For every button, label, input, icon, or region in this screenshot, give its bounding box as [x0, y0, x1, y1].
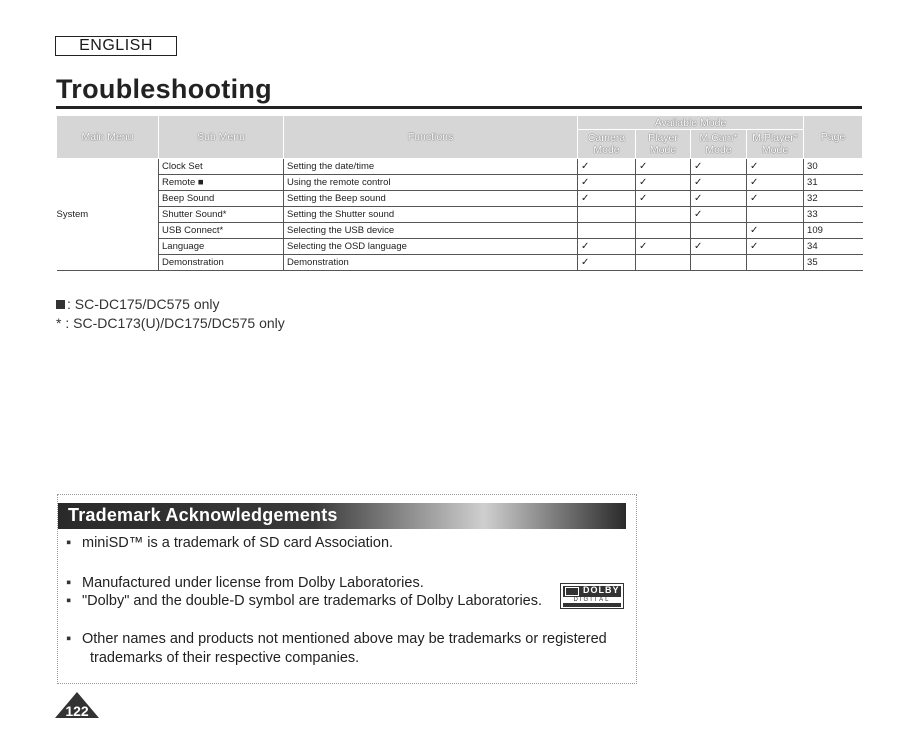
double-d-icon: [565, 587, 579, 596]
mplayer-mode-cell: ✓: [747, 239, 804, 255]
bullet-icon: ▪: [66, 631, 72, 647]
table-row: [57, 239, 863, 255]
header-player-mode: Player Mode: [636, 130, 691, 159]
trademark-box: [57, 494, 637, 684]
camera-mode-cell: [578, 207, 636, 223]
sub-menu-cell: USB Connect*: [159, 223, 284, 239]
page-cell: 33: [804, 207, 863, 223]
mplayer-mode-cell: ✓: [747, 191, 804, 207]
trademark-text: miniSD™ is a trademark of SD card Association.: [82, 535, 394, 551]
note-text: : SC-DC173(U)/DC175/DC575 only: [61, 315, 285, 331]
header-page: Page: [804, 116, 863, 159]
player-mode-cell: ✓: [636, 191, 691, 207]
language-tab: ENGLISH: [55, 36, 177, 56]
mplayer-mode-cell: [747, 255, 804, 271]
mcam-mode-cell: ✓: [691, 191, 747, 207]
header-camera-mode: Camera Mode: [578, 130, 636, 159]
header-functions: Functions: [284, 116, 578, 159]
model-note-asterisk: [56, 315, 285, 331]
mcam-mode-cell: ✓: [691, 207, 747, 223]
dolby-logo-name: DOLBY: [583, 585, 620, 595]
page-cell: 109: [804, 223, 863, 239]
note-text: : SC-DC175/DC575 only: [67, 296, 220, 312]
page-cell: 30: [804, 159, 863, 175]
function-cell: Setting the Beep sound: [284, 191, 578, 207]
list-item-continuation: trademarks of their respective companies.: [90, 650, 360, 666]
header-sub-menu: Sub Menu: [159, 116, 284, 159]
main-menu-cell: System: [57, 159, 159, 271]
square-bullet-icon: [56, 300, 65, 309]
camera-mode-cell: [578, 223, 636, 239]
player-mode-cell: ✓: [636, 239, 691, 255]
sub-menu-cell: Beep Sound: [159, 191, 284, 207]
header-available-mode: Available Mode: [578, 116, 804, 130]
bullet-icon: ▪: [66, 593, 72, 609]
page-cell: 35: [804, 255, 863, 271]
bullet-icon: ▪: [66, 535, 72, 551]
bullet-icon: ▪: [66, 575, 72, 591]
mplayer-mode-cell: ✓: [747, 159, 804, 175]
function-cell: Demonstration: [284, 255, 578, 271]
list-item: [66, 575, 424, 591]
table-row: [57, 255, 863, 271]
title-rule: [56, 106, 862, 109]
sub-menu-cell: Demonstration: [159, 255, 284, 271]
function-cell: Setting the Shutter sound: [284, 207, 578, 223]
sub-menu-cell: Clock Set: [159, 159, 284, 175]
player-mode-cell: ✓: [636, 175, 691, 191]
table-row: [57, 159, 863, 175]
system-menu-table: [56, 115, 863, 271]
sub-menu-cell: Language: [159, 239, 284, 255]
table-row: [57, 207, 863, 223]
model-note-square: [56, 296, 220, 312]
mplayer-mode-cell: [747, 207, 804, 223]
trademark-heading-bar: [58, 503, 626, 529]
function-cell: Selecting the OSD language: [284, 239, 578, 255]
page-number: 122: [65, 703, 89, 719]
header-mcam-mode: M.Cam* Mode: [691, 130, 747, 159]
page-cell: 32: [804, 191, 863, 207]
camera-mode-cell: ✓: [578, 239, 636, 255]
function-cell: Setting the date/time: [284, 159, 578, 175]
mplayer-mode-cell: ✓: [747, 223, 804, 239]
list-item: [66, 535, 393, 551]
mcam-mode-cell: [691, 255, 747, 271]
trademark-text: "Dolby" and the double-D symbol are trademarks of Dolby Laboratories.: [82, 593, 543, 609]
header-main-menu: Main Menu: [57, 116, 159, 159]
mcam-mode-cell: ✓: [691, 175, 747, 191]
camera-mode-cell: ✓: [578, 255, 636, 271]
trademark-text: Manufactured under license from Dolby Laboratories.: [82, 575, 424, 591]
mcam-mode-cell: ✓: [691, 239, 747, 255]
trademark-heading: Trademark Acknowledgements: [68, 505, 338, 525]
dolby-logo-footer: [563, 603, 621, 607]
table-row: [57, 175, 863, 191]
page-title: Troubleshooting: [56, 74, 272, 104]
page-cell: 31: [804, 175, 863, 191]
list-item: [66, 593, 542, 609]
mcam-mode-cell: [691, 223, 747, 239]
player-mode-cell: ✓: [636, 159, 691, 175]
asterisk-marker: *: [56, 315, 62, 331]
camera-mode-cell: ✓: [578, 159, 636, 175]
dolby-logo-bar: [563, 586, 621, 597]
table-row: [57, 191, 863, 207]
mcam-mode-cell: ✓: [691, 159, 747, 175]
camera-mode-cell: ✓: [578, 175, 636, 191]
camera-mode-cell: ✓: [578, 191, 636, 207]
dolby-digital-logo: [560, 583, 624, 609]
player-mode-cell: [636, 207, 691, 223]
table-row: [57, 223, 863, 239]
list-item: [66, 631, 607, 647]
player-mode-cell: [636, 255, 691, 271]
function-cell: Selecting the USB device: [284, 223, 578, 239]
function-cell: Using the remote control: [284, 175, 578, 191]
sub-menu-cell: Remote ■: [159, 175, 284, 191]
page-cell: 34: [804, 239, 863, 255]
player-mode-cell: [636, 223, 691, 239]
trademark-text: Other names and products not mentioned above may be trademarks or registered: [82, 631, 607, 647]
header-mplayer-mode: M.Player* Mode: [747, 130, 804, 159]
sub-menu-cell: Shutter Sound*: [159, 207, 284, 223]
dolby-logo-line: DIGITAL: [573, 597, 611, 603]
mplayer-mode-cell: ✓: [747, 175, 804, 191]
